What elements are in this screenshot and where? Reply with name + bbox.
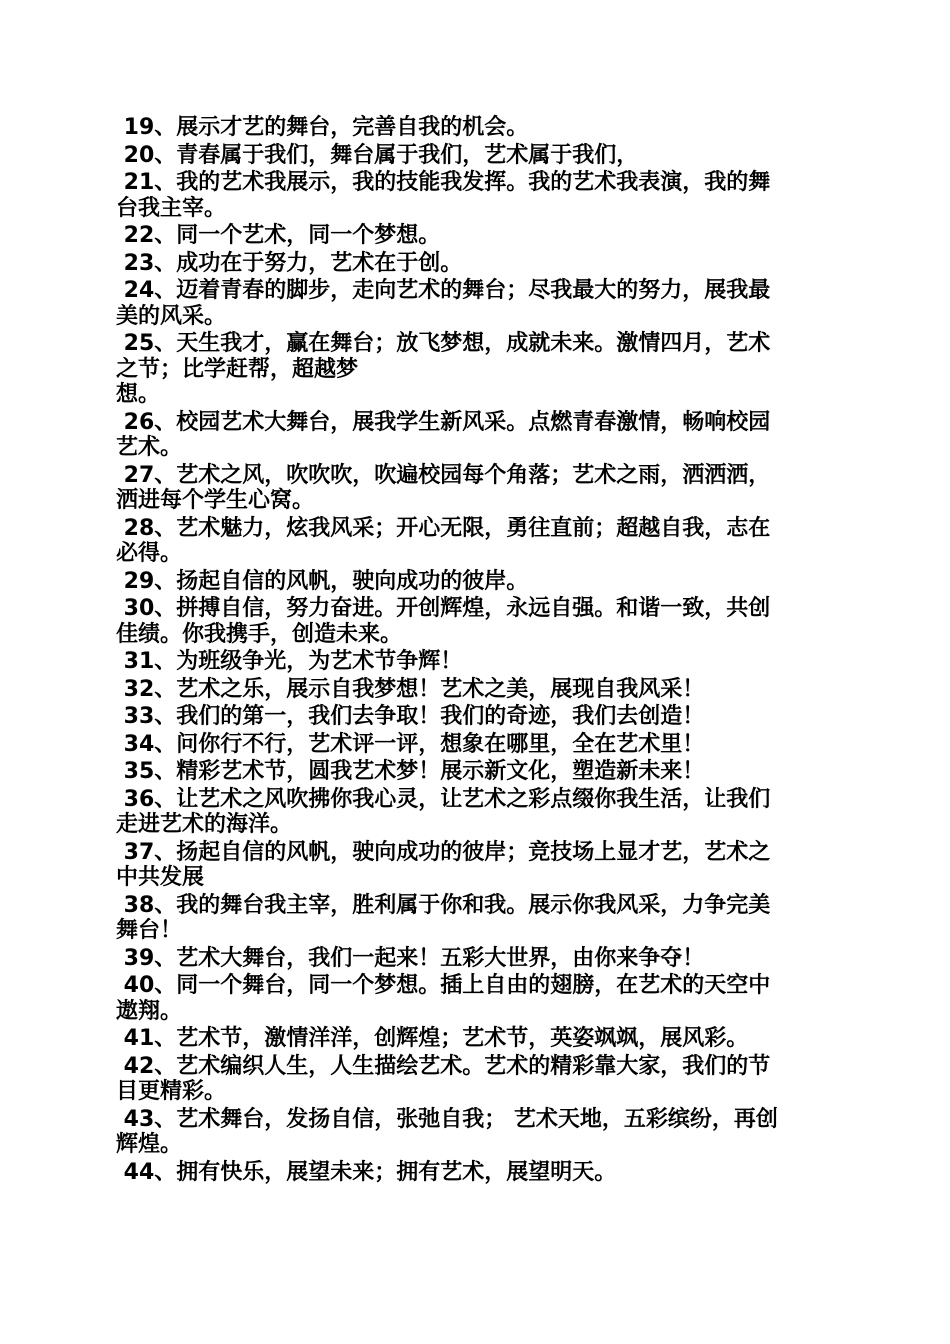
slogan-line-continuation: 佳绩。你我携手，创造未来。: [116, 621, 403, 647]
slogan-line-continuation: 想。: [116, 382, 161, 407]
slogan-line: 21、我的艺术我展示，我的技能我发挥。我的艺术我表演，我的舞: [116, 170, 771, 195]
slogan-line: 43、艺术舞台，发扬自信，张弛自我； 艺术天地，五彩缤纷，再创: [116, 1106, 778, 1132]
slogan-line-continuation: 中共发展: [116, 865, 205, 890]
slogan-line: 24、迈着青春的脚步，走向艺术的舞台；尽我最大的努力，展我最: [116, 278, 771, 303]
slogan-line-continuation: 必得。: [116, 541, 183, 566]
slogan-line: 34、问你行不行，艺术评一评，想象在哪里，全在艺术里！: [116, 731, 705, 757]
slogan-line: 35、精彩艺术节，圆我艺术梦！展示新文化，塑造新未来！: [116, 759, 705, 784]
slogan-line-continuation: 美的风采。: [116, 303, 227, 329]
slogan-line: 36、让艺术之风吹拂你我心灵，让艺术之彩点缀你我生活，让我们: [116, 786, 771, 812]
slogan-line-continuation: 台我主宰。: [116, 195, 227, 221]
slogan-line: 20、青春属于我们，舞台属于我们，艺术属于我们，: [116, 142, 639, 168]
slogan-line-continuation: 艺术。: [116, 435, 183, 460]
slogan-line-continuation: 走进艺术的海洋。: [116, 812, 293, 837]
slogan-line: 31、为班级争光，为艺术节争辉！: [116, 649, 463, 674]
slogan-line: 25、天生我才，赢在舞台；放飞梦想，成就未来。激情四月，艺术: [116, 331, 771, 356]
slogan-line: 27、艺术之风，吹吹吹，吹遍校园每个角落；艺术之雨，洒洒洒，: [116, 462, 771, 488]
slogan-line: 44、拥有快乐，展望未来；拥有艺术，展望明天。: [116, 1159, 617, 1185]
slogan-line: 38、我的舞台我主宰，胜利属于你和我。展示你我风采，力争完美: [116, 892, 771, 918]
slogan-line-continuation: 遨翔。: [116, 998, 183, 1024]
slogan-line-continuation: 舞台！: [116, 918, 183, 943]
slogan-line: 37、扬起自信的风帆，驶向成功的彼岸；竞技场上显才艺，艺术之: [116, 839, 771, 865]
slogan-line-continuation: 之节；比学赶帮，超越梦: [116, 356, 359, 382]
slogan-line: 39、艺术大舞台，我们一起来！五彩大世界，由你来争夺！: [116, 945, 705, 971]
slogan-line: 42、艺术编织人生，人生描绘艺术。艺术的精彩靠大家，我们的节: [116, 1053, 771, 1079]
slogan-line: 28、艺术魅力，炫我风采；开心无限，勇往直前；超越自我，志在: [116, 515, 771, 541]
slogan-line: 22、同一个艺术，同一个梦想。: [116, 223, 441, 248]
slogan-line: 23、成功在于努力，艺术在于创。: [116, 250, 463, 276]
slogan-line: 29、扬起自信的风帆，驶向成功的彼岸。: [116, 568, 529, 594]
slogan-list: [116, 114, 826, 1186]
slogan-line: 30、拼搏自信，努力奋进。开创辉煌，永远自强。和谐一致，共创: [116, 596, 771, 621]
slogan-line: 33、我们的第一，我们去争取！我们的奇迹，我们去创造！: [116, 704, 705, 729]
slogan-line-continuation: 辉煌。: [116, 1132, 183, 1157]
slogan-line: 41、艺术节，激情洋洋，创辉煌；艺术节，英姿飒飒，展风彩。: [116, 1026, 749, 1051]
slogan-line: 40、同一个舞台，同一个梦想。插上自由的翅膀，在艺术的天空中: [116, 973, 771, 998]
slogan-line: 32、艺术之乐，展示自我梦想！艺术之美，展现自我风采！: [116, 676, 705, 702]
slogan-line-continuation: 洒进每个学生心窝。: [116, 488, 315, 513]
slogan-line: 26、校园艺术大舞台，展我学生新风采。点燃青春激情，畅响校园: [116, 409, 771, 435]
slogan-line-continuation: 目更精彩。: [116, 1079, 227, 1104]
slogan-line: 19、展示才艺的舞台，完善自我的机会。: [116, 115, 529, 140]
